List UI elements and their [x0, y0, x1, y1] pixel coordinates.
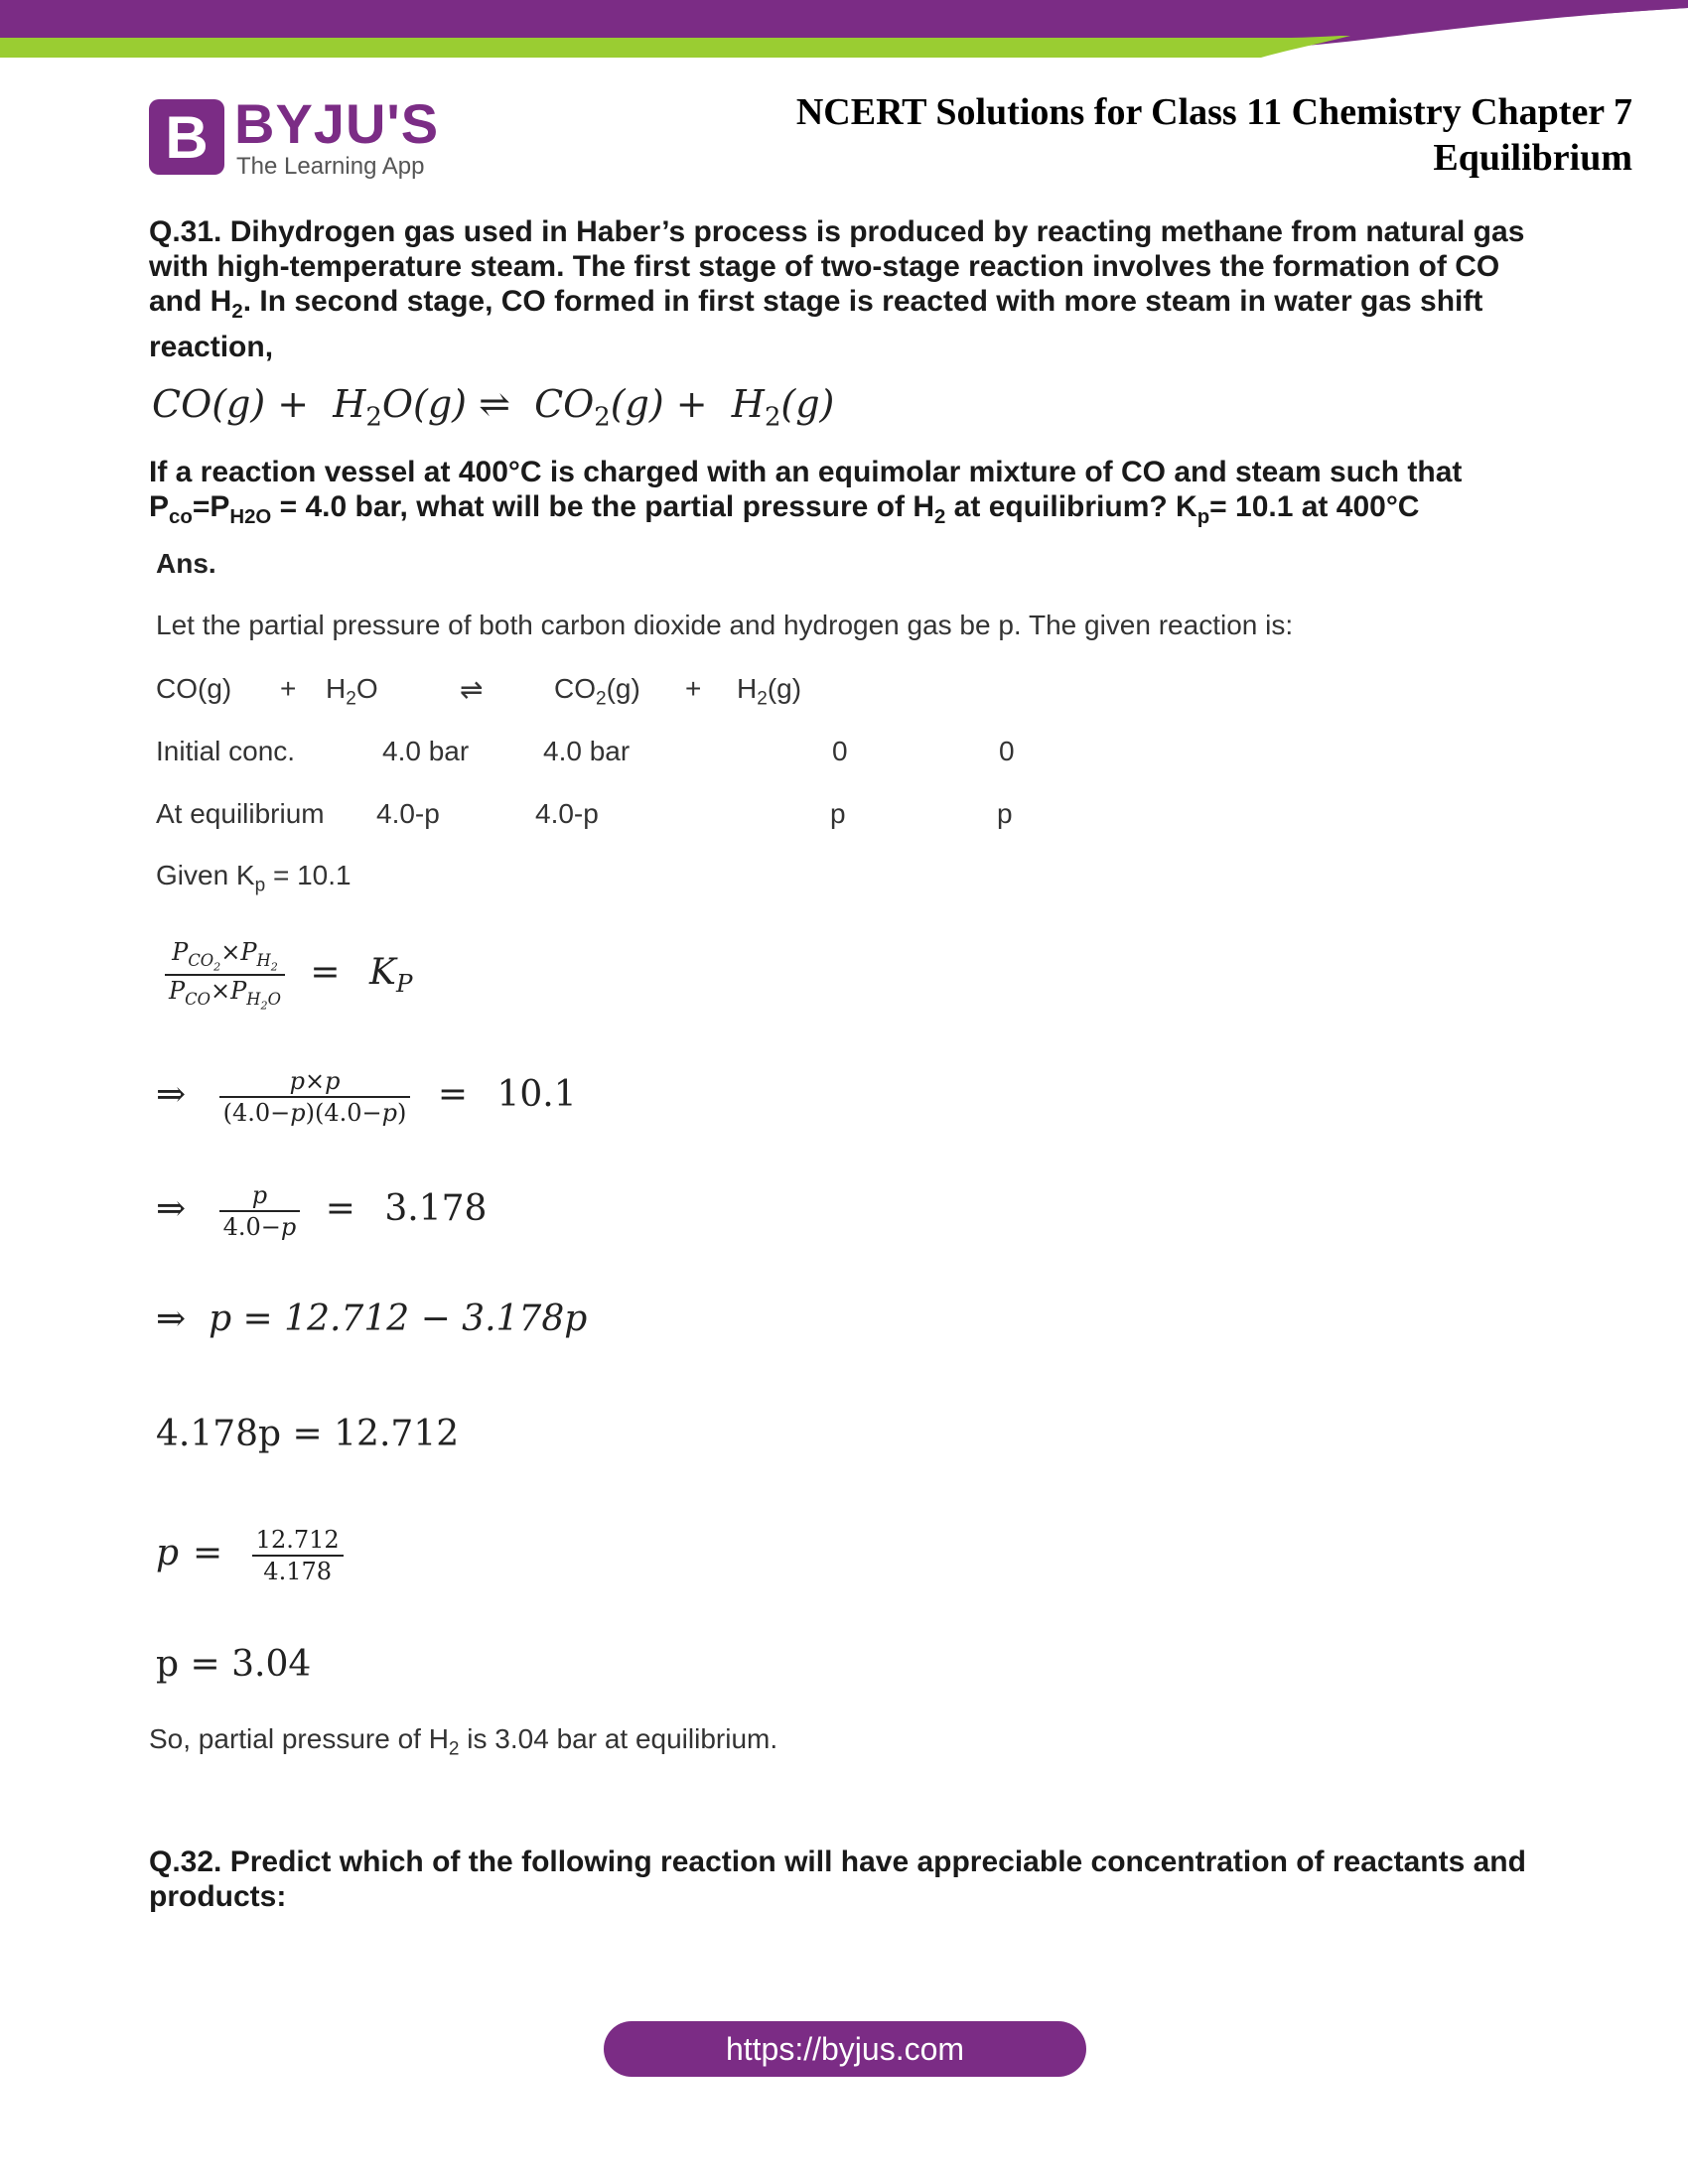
- step-2: ⇒ $\frac{p\times p}{(4.0-p)(4.0-p)}$ = 10.1: [156, 1067, 577, 1127]
- question-31-condition: If a reaction vessel at 400°C is charged with an equimolar mixture of CO and steam such that $P_{co}=P_{H2O} = 4.0$ bar, what will be the partial pressure of $H_2$ at equilibrium? $K_p= 10.1$ at 400°C: [149, 456, 1463, 528]
- rx-product-co2: $CO_2(g)$: [554, 673, 640, 710]
- logo-tagline: The Learning App: [236, 153, 425, 180]
- step-6: p = $\frac{12.712}{4.178}$: [156, 1526, 344, 1585]
- question-32-text: Q.32. Predict which of the following reaction will have appreciable concentration of reactants and products:: [149, 1845, 1526, 1913]
- initial-h2o: 4.0 bar: [543, 736, 631, 766]
- step-3: ⇒ $\frac{p}{4.0-p}$ = 3.178: [156, 1181, 488, 1241]
- water-gas-shift-equation: $CO(g) + H_2O(g)$ ⇌ $CO_2(g) + H_2(g)$: [152, 382, 835, 433]
- answer-intro: Let the partial pressure of both carbon dioxide and hydrogen gas be p. The given reaction is:: [156, 610, 1294, 640]
- top-decorative-bar: [0, 0, 1688, 60]
- kp-expression: $\frac{P_{CO_2}\times P_{H_2}}{P_{CO}\times P_{H_2O}}$ = $K_P$: [165, 938, 412, 1012]
- answer-conclusion: So, partial pressure of $H_2$ is 3.04 bar at equilibrium.: [149, 1723, 778, 1760]
- answer-label: Ans.: [156, 548, 216, 579]
- equilibrium-h2: p: [997, 798, 1013, 829]
- rx-product-h2: $H_2(g)$: [737, 673, 802, 710]
- rx-equilibrium-arrow: ⇌: [460, 674, 484, 705]
- rx-reactant-co: CO(g): [156, 673, 232, 704]
- equilibrium-co2: p: [830, 798, 846, 829]
- rx-reactant-h2o: $H_2O$: [326, 673, 378, 710]
- initial-label: Initial conc.: [156, 736, 296, 766]
- question-31-text: Q.31. Dihydrogen gas used in Haber’s process is produced by reacting methane from natural gas with high-temperature steam. The first stage of two-stage reaction involves the formation of CO and $H_2$. In second stage, CO formed in first stage is reacted with more steam in water gas shift reaction,: [149, 215, 1525, 363]
- initial-h2: 0: [999, 736, 1015, 766]
- initial-co: 4.0 bar: [382, 736, 470, 766]
- given-kp: Given $K_p = 10.1$: [156, 860, 352, 896]
- equilibrium-label: At equilibrium: [156, 798, 325, 829]
- initial-co2: 0: [832, 736, 848, 766]
- title-line-1: NCERT Solutions for Class 11 Chemistry Chapter 7: [795, 91, 1632, 133]
- step-4: ⇒ p = 12.712 − 3.178p: [156, 1298, 588, 1339]
- step-5: 4.178p = 12.712: [156, 1414, 460, 1454]
- step-7: p = 3.04: [156, 1644, 312, 1685]
- equilibrium-co: 4.0-p: [376, 798, 440, 829]
- rx-plus-2: +: [685, 673, 702, 704]
- byjus-logo: [149, 92, 440, 181]
- footer-url-link[interactable]: https://byjus.com: [604, 2021, 1086, 2077]
- equilibrium-h2o: 4.0-p: [535, 798, 599, 829]
- logo-letter: B: [165, 104, 209, 171]
- title-line-2: Equilibrium: [1433, 137, 1632, 179]
- rx-plus-1: +: [280, 673, 297, 704]
- logo-name: BYJU'S: [234, 92, 440, 155]
- logo-mark: [149, 99, 224, 175]
- document-title: [739, 89, 1632, 181]
